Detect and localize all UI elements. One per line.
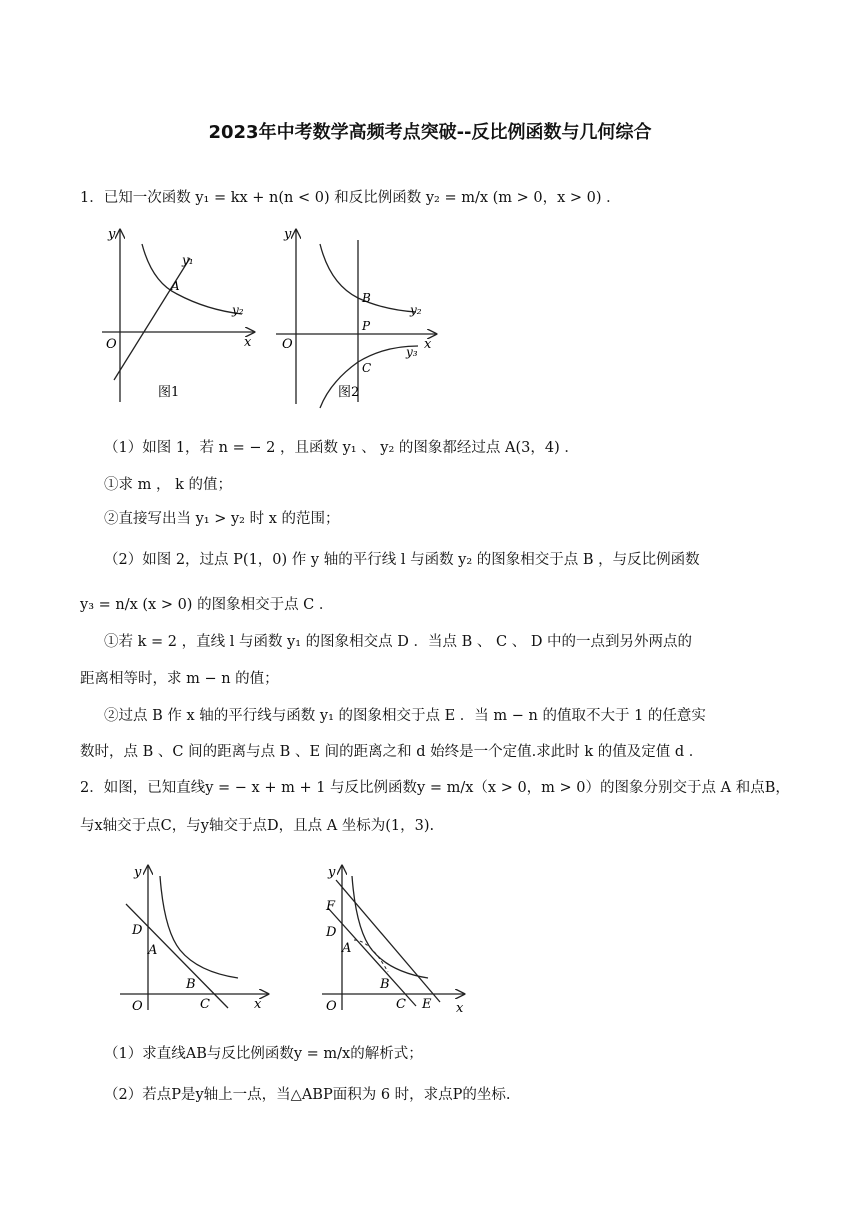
fig1-label-y1: y₁ [182, 253, 194, 267]
q2f2-label-d: D [326, 925, 337, 940]
fig2-label-y: y [284, 227, 292, 242]
q2-figure-1 [116, 860, 276, 1020]
q2f1-label-x: x [254, 997, 262, 1012]
q1-part2-a-line2: 距离相等时，求 m − n 的值； [80, 671, 279, 687]
q2f1-label-b: B [186, 977, 196, 992]
q1-part1-b: ②直接写出当 y₁ > y₂ 时 x 的范围； [104, 511, 340, 527]
q2-part1: （1）求直线AB与反比例函数y = m/x的解析式； [104, 1046, 423, 1062]
fig2-label-o: O [282, 337, 293, 352]
q2f1-label-d: D [132, 923, 143, 938]
q2f2-label-y: y [328, 865, 336, 880]
q1-figure-2 [272, 222, 444, 410]
fig2-label-p: P [362, 319, 371, 333]
q2f2-label-o: O [326, 999, 337, 1014]
fig1-label-o: O [106, 337, 117, 352]
q2f2-label-f: F [326, 899, 336, 914]
hyperbola-y3 [320, 346, 418, 408]
q2f1-label-o: O [132, 999, 143, 1014]
hyperbola [352, 876, 428, 978]
q2f2-label-c: C [396, 997, 406, 1012]
fig1-label-a: A [171, 279, 180, 293]
q1-part2-b-line1: ②过点 B 作 x 轴的平行线与函数 y₁ 的图象相交于点 E ．当 m − n 的值取不大于 1 的任意实 [104, 708, 706, 724]
fig2-label-x: x [424, 337, 432, 352]
fig2-label-b: B [362, 291, 371, 305]
q1-part2-b-line2: 数时，点 B 、C 间的距离与点 B 、E 间的距离之和 d 始终是一个定值.求此时 k 的值及定值 d ． [80, 744, 704, 760]
q2f1-label-y: y [134, 865, 142, 880]
fig2-label-c: C [362, 361, 372, 375]
q1-part2-line2: y₃ = n/x (x > 0) 的图象相交于点 C ． [80, 597, 334, 613]
q2f2-label-e: E [422, 997, 432, 1012]
q2f2-label-x: x [456, 1001, 464, 1016]
q2-figure-2 [318, 860, 470, 1020]
q2f1-label-c: C [200, 997, 210, 1012]
fig1-label-x: x [244, 335, 252, 350]
q2f2-label-a: A [342, 941, 352, 956]
fig2-label-y3: y₃ [406, 345, 418, 359]
q1-stem: 1．已知一次函数 y₁ = kx + n(n < 0) 和反比例函数 y₂ = m/x (m > 0，x > 0) ． [80, 190, 621, 206]
q1-part1-a: ①求 m ， k 的值； [104, 477, 232, 493]
q2-stem-line2: 与x轴交于点C，与y轴交于点D，且点 A 坐标为(1，3). [80, 818, 435, 834]
q1-part1: （1）如图 1，若 n = − 2 ，且函数 y₁ 、 y₂ 的图象都经过点 A(3，4) ． [104, 440, 579, 456]
fig1-caption: 图1 [158, 385, 180, 400]
q1-part2-line1: （2）如图 2，过点 P(1，0) 作 y 轴的平行线 l 与函数 y₂ 的图象相交于点 B ，与反比例函数 [104, 552, 700, 568]
line-y1 [114, 258, 190, 380]
fig1-label-y: y [108, 227, 116, 242]
hyperbola [160, 876, 238, 978]
q1-part2-a-line1: ①若 k = 2 ，直线 l 与函数 y₁ 的图象相交点 D ．当点 B 、 C 、 D 中的一点到另外两点的 [104, 634, 693, 650]
page-title: 2023年中考数学高频考点突破--反比例函数与几何综合 [208, 122, 652, 143]
fig2-label-y2: y₂ [410, 303, 422, 317]
q2f2-label-b: B [380, 977, 390, 992]
fig2-caption: 图2 [338, 385, 360, 400]
fig1-label-y2: y₂ [232, 303, 244, 317]
q1-figure-1 [92, 222, 262, 410]
q2-part2: （2）若点P是y轴上一点，当△ABP面积为 6 时，求点P的坐标. [104, 1087, 511, 1103]
line-ab [126, 904, 228, 1008]
q2-stem-line1: 2．如图，已知直线y = − x + m + 1 与反比例函数y = m/x（x > 0，m > 0）的图象分别交于点 A 和点B， [80, 780, 790, 796]
q2f1-label-a: A [148, 943, 158, 958]
